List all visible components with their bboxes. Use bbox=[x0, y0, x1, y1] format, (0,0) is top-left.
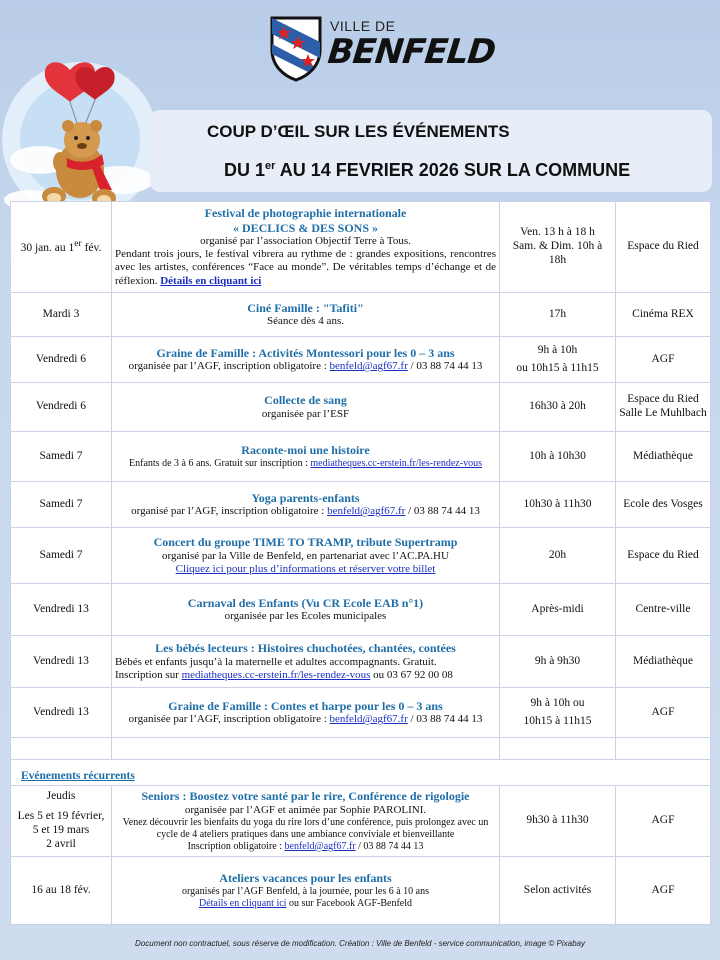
event-title: Festival de photographie internationale bbox=[204, 206, 407, 221]
event-organizer: organisé par la Ville de Benfeld, en partenariat avec l’AC.PA.HU bbox=[162, 549, 449, 562]
event-date bbox=[11, 786, 112, 857]
event-organizer: organisée par l’ESF bbox=[261, 407, 350, 420]
event-time bbox=[500, 337, 616, 383]
email-link[interactable]: benfeld@agf67.fr bbox=[284, 840, 356, 852]
event-date-line: Jeudis bbox=[46, 790, 76, 803]
event-place: AGF bbox=[616, 786, 711, 857]
event-place: Centre-ville bbox=[616, 584, 711, 636]
event-title: Yoga parents-enfants bbox=[251, 490, 360, 505]
event-title: Les bébés lecteurs : Histoires chuchotées, chantées, contées bbox=[155, 641, 456, 656]
event-place: Médiathèque bbox=[616, 432, 711, 482]
event-link-line bbox=[115, 563, 496, 576]
table-row bbox=[11, 528, 711, 584]
benfeld-logo bbox=[268, 14, 498, 84]
event-description bbox=[112, 482, 500, 528]
event-description bbox=[112, 432, 500, 482]
email-link[interactable]: benfeld@agf67.fr bbox=[329, 360, 408, 373]
table-row bbox=[11, 857, 711, 925]
event-registration: Inscription sur mediatheques.cc-erstein.fr/les-rendez-vous ou 03 67 92 00 08 bbox=[115, 668, 453, 681]
event-time: 10h30 à 11h30 bbox=[500, 482, 616, 528]
event-date-line: Les 5 et 19 février, bbox=[17, 810, 105, 823]
event-title: Ateliers vacances pour les enfants bbox=[219, 871, 392, 886]
event-organizer: organisée par les Ecoles municipales bbox=[224, 610, 387, 623]
table-row bbox=[11, 584, 711, 636]
table-row bbox=[11, 337, 711, 383]
event-time: 17h bbox=[500, 293, 616, 337]
event-place-line: Salle Le Muhlbach bbox=[619, 407, 707, 419]
table-row bbox=[11, 383, 711, 432]
event-registration: Inscription obligatoire : benfeld@agf67.fr / 03 88 74 44 13 bbox=[187, 840, 424, 852]
title-box bbox=[150, 110, 712, 192]
event-time: 9h à 9h30 bbox=[500, 636, 616, 688]
event-place bbox=[616, 383, 711, 432]
event-time: 20h bbox=[500, 528, 616, 584]
event-time bbox=[500, 202, 616, 293]
event-title: Carnaval des Enfants (Vu CR Ecole EAB n°1) bbox=[187, 595, 424, 610]
event-date: 16 au 18 fév. bbox=[11, 857, 112, 925]
event-date-line: 5 et 19 mars bbox=[32, 824, 90, 836]
event-title: Graine de Famille : Activités Montessori pour les 0 – 3 ans bbox=[156, 345, 455, 360]
table-row bbox=[11, 636, 711, 688]
event-place: Espace du Ried bbox=[616, 528, 711, 584]
empty-cell bbox=[500, 738, 616, 760]
event-date-line: 2 avril bbox=[46, 837, 76, 850]
table-row-section bbox=[11, 760, 711, 786]
teddy-bear-balloons-illustration bbox=[0, 40, 160, 220]
event-time-line: 9h à 10h ou bbox=[530, 696, 585, 709]
event-place: Cinéma REX bbox=[616, 293, 711, 337]
event-date: Samedi 7 bbox=[11, 432, 112, 482]
event-time bbox=[500, 688, 616, 738]
event-time-line: 10h15 à 11h15 bbox=[523, 714, 592, 727]
details-link[interactable]: Détails en cliquant ici bbox=[160, 274, 262, 287]
events-table bbox=[10, 201, 711, 925]
event-description bbox=[112, 528, 500, 584]
event-title-2: « DECLICS & DES SONS » bbox=[232, 220, 379, 235]
event-organizer: Séance dès 4 ans. bbox=[267, 315, 344, 328]
event-description bbox=[112, 383, 500, 432]
email-link[interactable]: benfeld@agf67.fr bbox=[327, 505, 406, 518]
event-place: AGF bbox=[616, 857, 711, 925]
event-organizer: organisé par l’AGF, inscription obligatoire : benfeld@agf67.fr / 03 88 74 44 13 bbox=[131, 505, 480, 518]
event-time: 10h à 10h30 bbox=[500, 432, 616, 482]
event-organizer: organisée par l’AGF, inscription obligatoire : benfeld@agf67.fr / 03 88 74 44 13 bbox=[128, 360, 483, 373]
event-place: AGF bbox=[616, 337, 711, 383]
table-row bbox=[11, 688, 711, 738]
table-row bbox=[11, 293, 711, 337]
event-organizer: organisée par l’AGF, inscription obligatoire : benfeld@agf67.fr / 03 88 74 44 13 bbox=[128, 713, 483, 726]
event-description bbox=[112, 857, 500, 925]
empty-cell bbox=[112, 738, 500, 760]
event-time: 16h30 à 20h bbox=[500, 383, 616, 432]
event-time: Selon activités bbox=[500, 857, 616, 925]
empty-cell bbox=[11, 738, 112, 760]
event-details: Pendant trois jours, le festival vibrera au rythme de : grandes expositions, rencontres avec les artistes, conférences “Face au monde”. De véritables temps d’échange et de réflexion. Détails en cliquant ici bbox=[115, 248, 496, 287]
event-title: Raconte-moi une histoire bbox=[241, 443, 370, 458]
event-description bbox=[112, 293, 500, 337]
recurring-events-heading: Evénements récurrents bbox=[11, 760, 711, 786]
event-description bbox=[112, 584, 500, 636]
event-description bbox=[112, 636, 500, 688]
email-link[interactable]: benfeld@agf67.fr bbox=[329, 713, 408, 726]
event-organizer: organisée par l’AGF et animée par Sophie PAROLINI. bbox=[184, 803, 427, 816]
event-title: Graine de Famille : Contes et harpe pour les 0 – 3 ans bbox=[168, 698, 443, 713]
event-time-line: Sam. & Dim. 10h à 18h bbox=[512, 240, 603, 266]
mediatheque-link[interactable]: mediatheques.cc-erstein.fr/les-rendez-vous bbox=[310, 457, 482, 469]
table-row-empty bbox=[11, 738, 711, 760]
event-place-line: Espace du Ried bbox=[627, 393, 699, 406]
event-date: Vendredi 6 bbox=[11, 383, 112, 432]
event-description bbox=[112, 786, 500, 857]
details-link[interactable]: Détails en cliquant ici bbox=[198, 897, 287, 909]
event-title: Concert du groupe TIME TO TRAMP, tribute Supertramp bbox=[153, 535, 458, 550]
event-link-line: Détails en cliquant ici ou sur Facebook AGF-Benfeld bbox=[198, 897, 413, 909]
mediatheque-link[interactable]: mediatheques.cc-erstein.fr/les-rendez-vous bbox=[181, 668, 371, 681]
event-description bbox=[112, 202, 500, 293]
event-time-line: ou 10h15 à 11h15 bbox=[516, 361, 599, 374]
event-place: Ecole des Vosges bbox=[616, 482, 711, 528]
event-details: Bébés et enfants jusqu’à la maternelle et adultes accompagnants. Gratuit. bbox=[115, 655, 437, 668]
event-date: Samedi 7 bbox=[11, 482, 112, 528]
event-title: Collecte de sang bbox=[264, 393, 347, 408]
event-details: Venez découvrir les bienfaits du yoga du rire lors d’une conférence, puis prolongez avec un cycle de 4 ateliers pratiques dans une ambiance conviviale et bienveillante bbox=[122, 816, 489, 840]
event-time: Après-midi bbox=[500, 584, 616, 636]
page-title: COUP D’ŒIL SUR LES ÉVÉNEMENTS bbox=[207, 122, 510, 141]
page-subtitle: DU 1er AU 14 FEVRIER 2026 SUR LA COMMUNE bbox=[224, 160, 631, 180]
benfeld-coat-of-arms-icon bbox=[268, 14, 324, 82]
table-row bbox=[11, 432, 711, 482]
table-row bbox=[11, 202, 711, 293]
event-place: Médiathèque bbox=[616, 636, 711, 688]
event-date: Vendredi 6 bbox=[11, 337, 112, 383]
event-time: 9h30 à 11h30 bbox=[500, 786, 616, 857]
event-date: Vendredi 13 bbox=[11, 688, 112, 738]
empty-cell bbox=[616, 738, 711, 760]
event-date: 30 jan. au 1er fév. bbox=[11, 202, 112, 293]
event-title: Ciné Famille : "Tafiti" bbox=[247, 300, 364, 315]
event-description bbox=[112, 688, 500, 738]
event-date: Samedi 7 bbox=[11, 528, 112, 584]
event-title: Seniors : Boostez votre santé par le rire, Conférence de rigologie bbox=[141, 789, 470, 804]
event-place: Espace du Ried bbox=[616, 202, 711, 293]
concert-tickets-link[interactable]: Cliquez ici pour plus d’informations et réserver votre billet bbox=[175, 562, 436, 575]
event-time-line: Ven. 13 h à 18 h bbox=[520, 226, 595, 239]
event-organizer: Enfants de 3 à 6 ans. Gratuit sur inscription : mediatheques.cc-erstein.fr/les-rendez-vous bbox=[129, 457, 482, 469]
event-date: Mardi 3 bbox=[11, 293, 112, 337]
event-place: AGF bbox=[616, 688, 711, 738]
event-time-line: 9h à 10h bbox=[537, 343, 578, 356]
event-organizer: organisés par l’AGF Benfeld, à la journée, pour les 6 à 10 ans bbox=[182, 885, 429, 897]
event-date: Vendredi 13 bbox=[11, 584, 112, 636]
logo-ville-de: VILLE DE bbox=[330, 18, 396, 34]
event-description bbox=[112, 337, 500, 383]
table-row bbox=[11, 786, 711, 857]
event-organizer: organisé par l’association Objectif Terre à Tous. bbox=[200, 235, 411, 248]
footer-note: Document non contractuel, sous réserve de modification. Création : Ville de Benfeld - service communication, image © Pixabay bbox=[135, 939, 585, 948]
event-date: Vendredi 13 bbox=[11, 636, 112, 688]
table-row bbox=[11, 482, 711, 528]
logo-benfeld: BENFELD bbox=[325, 32, 498, 72]
